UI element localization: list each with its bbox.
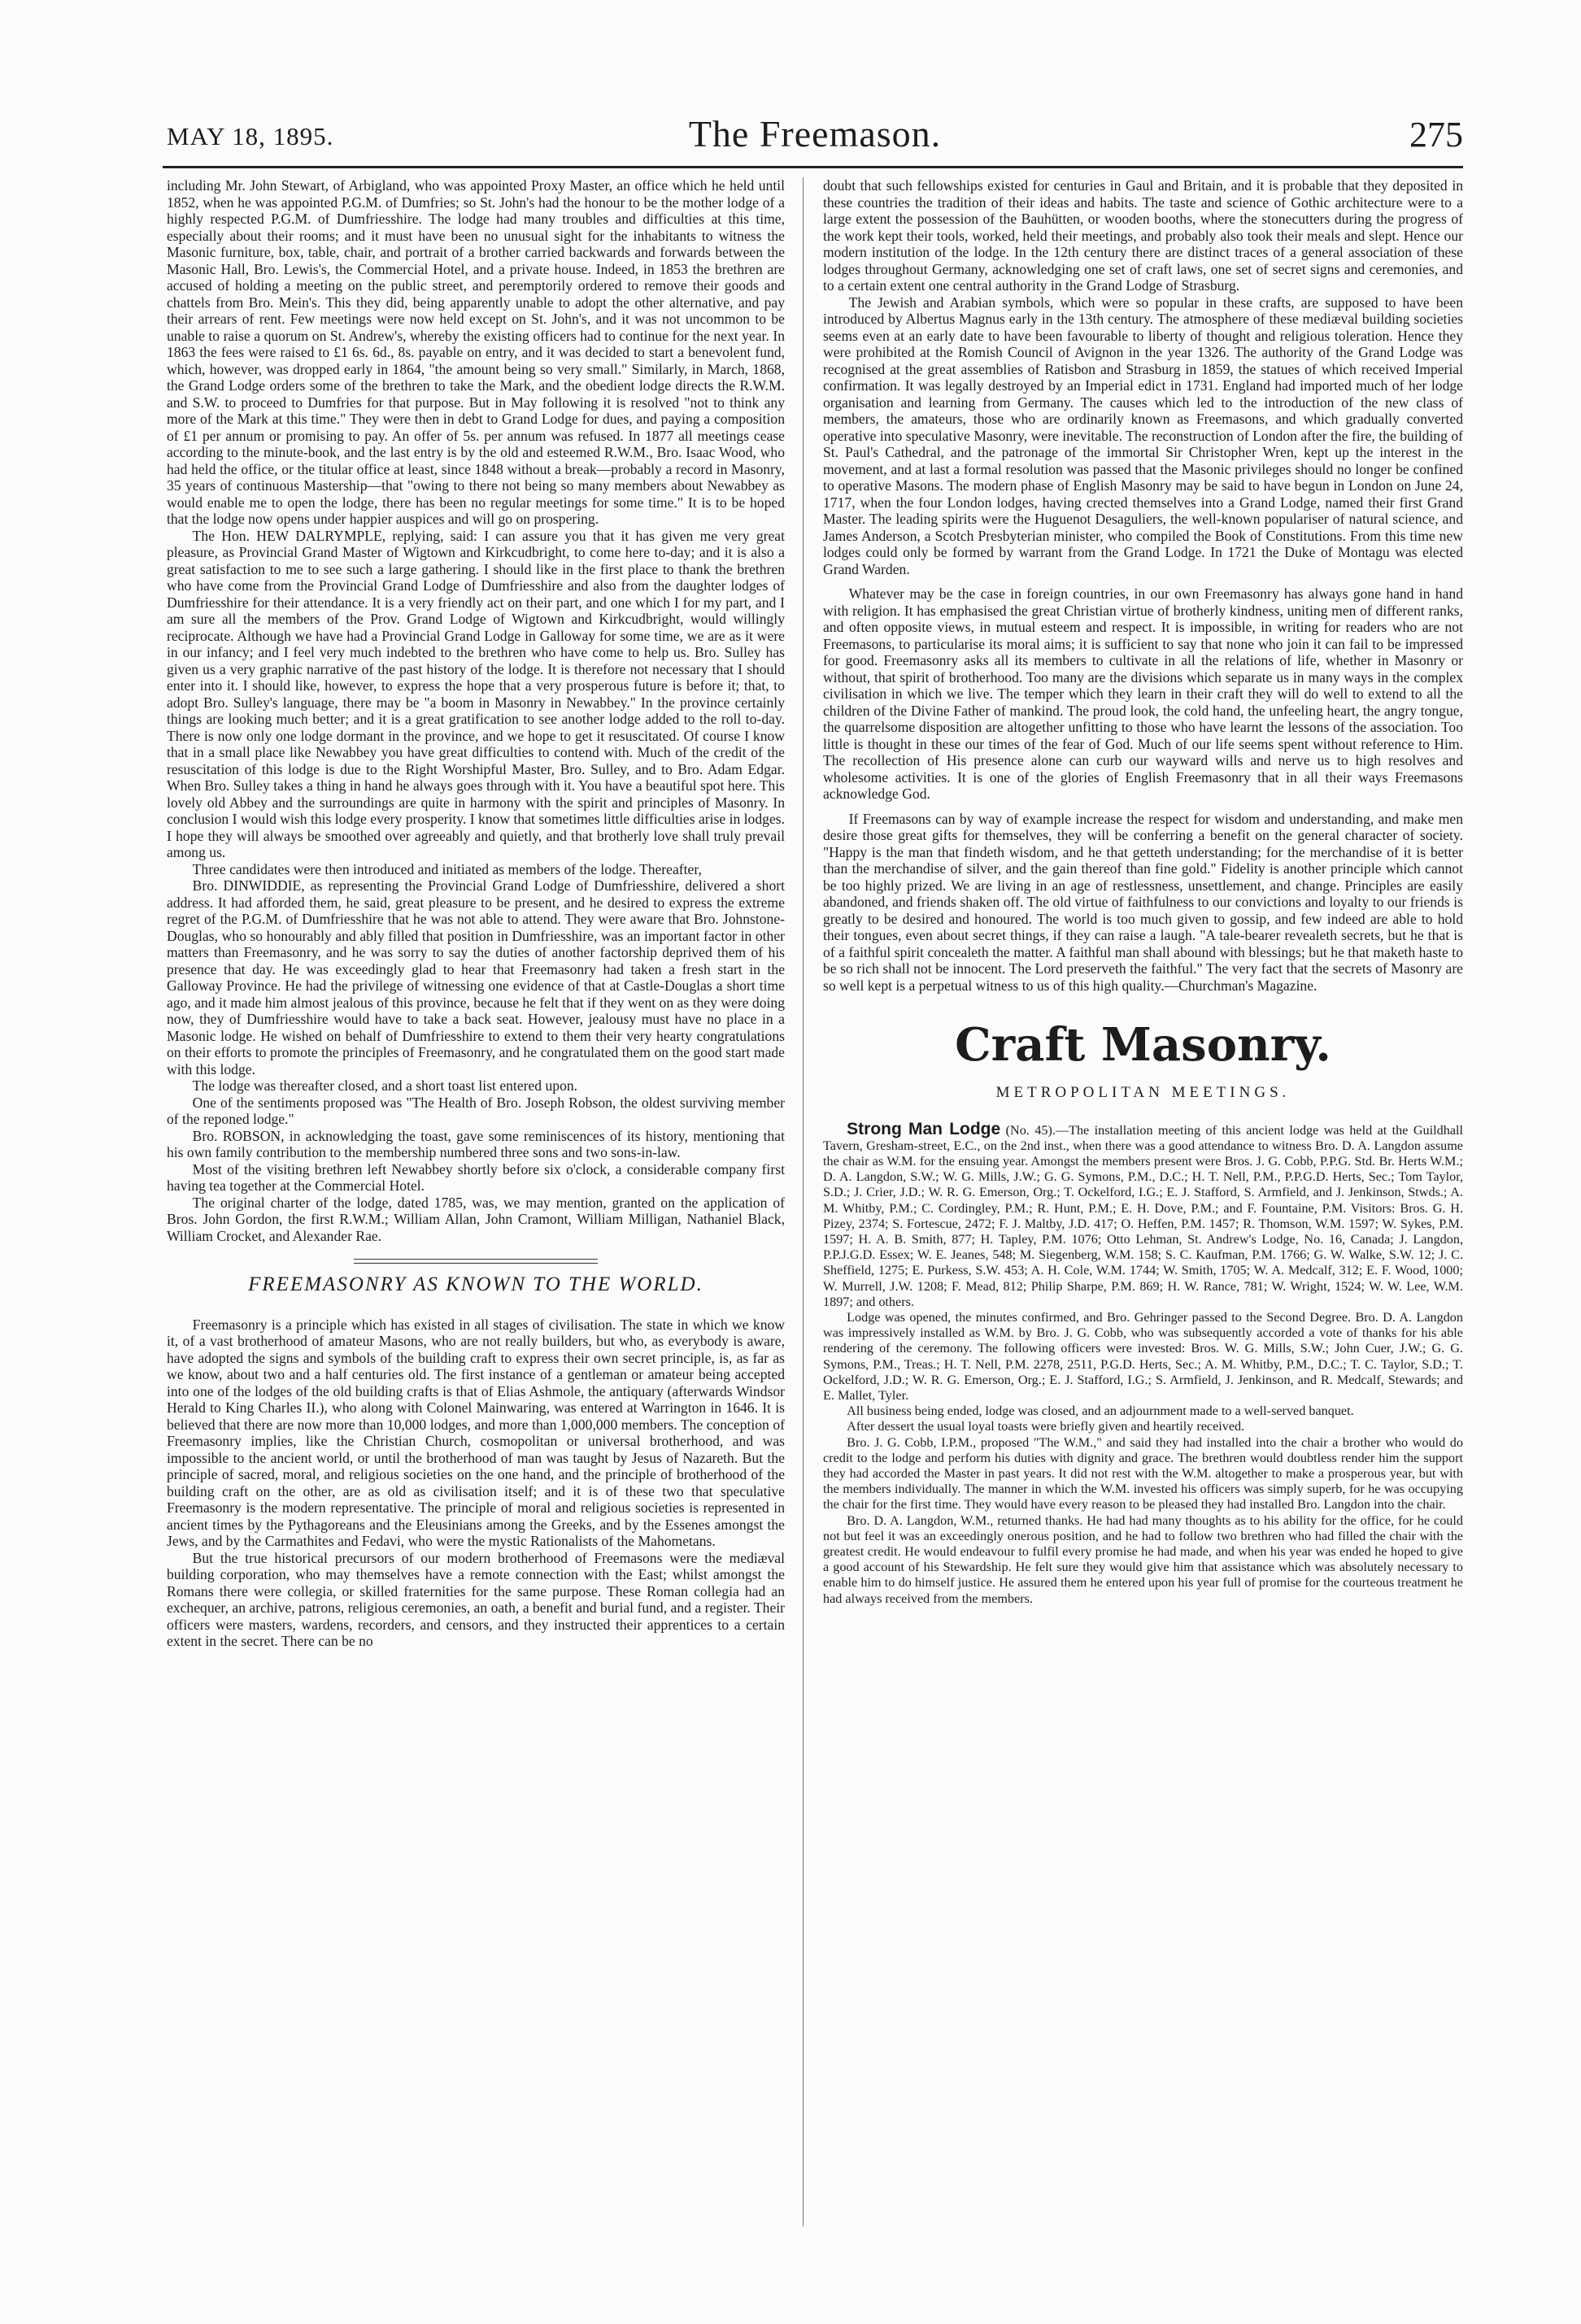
- paragraph: [823, 1121, 1463, 1310]
- paragraph: Three candidates were then introduced and initiated as members of the lodge. Thereafter,: [192, 860, 702, 877]
- issue-date: MAY 18, 1895.: [167, 122, 334, 150]
- section-heading: Craft Masonry.: [955, 1018, 1331, 1072]
- paragraph: including Mr. John Stewart, of Arbigland, who was appointed Proxy Master, an office which he held until 1852, when he was appointed P.G.M. of Dumfries; so St. John's had the honour to be the mother lodge of a highly respected P.G.M. of Dumfriesshire. The lodge had many troubles and difficulties at this time, especially about their rooms; and it must have been no unusual sight for the inhabitants to witness the Masonic furniture, box, table, chair, and portrait of a brother carried backwards and forwards between the Masonic Hall, Bro. Lewis's, the Commercial Hotel, and a private house. Indeed, in 1853 the brethren are accused of holding a meeting on the public street, and peremptorily ordered to remove their goods and chattels from Bro. Mein's. This they did, being apparently unable to adopt the other alternative, and pay their arrears of rent. Few meetings were now held except on St. John's, and it was not uncommon to be unable to raise a quorum on St. Andrew's, whereby the existing officers had to continue for the next year. In 1863 the fees were raised to £1 6s. 6d., 8s. payable on entry, and it was decided to start a benevolent fund, which, however, was dropped early in 1864, "the amount being so very small." Similarly, in March, 1868, the Grand Lodge orders some of the brethren to take the Mark, and the obedient lodge directs the R.W.M. and S.W. to proceed to Dumfries for that purpose. But in May following it is resolved "not to think any more of the Mark at this time." They were then in debt to Grand Lodge for dues, and paying a composition of £1 per annum or promising to pay. An offer of 5s. per annum was refused. In 1877 all meetings cease according to the minute-book, and the last entry is by the old and esteemed R.W.M., Bro. Isaac Wood, who had held the office, or the titular office at least, since 1848 without a break—probably a record in Masonry, 35 years of continuous Mastership—that "owing to there not being so many members about Newabbey as would enable me to open the lodge, there has been no regular meetings for some time." It is to be hoped that the lodge now opens under happier auspices and will go on prospering.: [167, 177, 785, 527]
- paragraph: All business being ended, lodge was closed, and an adjournment made to a well-served banquet.: [847, 1404, 1354, 1419]
- paragraph: Bro. ROBSON, in acknowledging the toast, gave some reminiscences of its history, mentioning that his own family contribution to the membership numbered three sons and two sons-in-law.: [167, 1127, 785, 1160]
- paragraph: doubt that such fellowships existed for centuries in Gaul and Britain, and it is probable that they deposited in these countries the tradition of their ideas and habits. The taste and science of Gothic architecture were to a large extent the possession of the Bauhütten, or wooden booths, where the stonecutters during the progress of the work kept their tools, worked, held their meetings, and probably also took their meals and slept. Hence our modern institution of the lodge. In the 12th century there are distinct traces of a general association of these lodges throughout Germany, acknowledging one set of craft laws, one set of secret signs and ceremonies, and to a certain extent one central authority in the Grand Lodge of Strasburg.: [823, 177, 1463, 294]
- paragraph: The Jewish and Arabian symbols, which were so popular in these crafts, are supposed to have been introduced by Albertus Magnus early in the 13th century. The atmosphere of these mediæval building societies seems even at an early date to have been favourable to liberty of thought and religious toleration. Hence they were prohibited at the Romish Council of Avignon in the year 1326. The authority of the Grand Lodge was recognised at the great assemblies of Ratisbon and Strasburg in 1859, the statues of which received Imperial confirmation. It was legally destroyed by an Imperial edict in 1731. England had imported much of her lodge organisation and learning from Germany. The causes which led to the introduction of the new class of members, the amateurs, those who are ordinarily known as Freemasons, and which gradually converted operative into speculative Masonry, were inevitable. The reconstruction of London after the fire, the building of St. Paul's Cathedral, and the patronage of the immortal Sir Christopher Wren, kept up the interest in the movement, and at last a formal resolution was passed that the Masonic privileges should no longer be confined to operative Masons. The modern phase of English Masonry may be said to have begun in London on June 24, 1717, when the four London lodges, having crected themselves into a Grand Lodge, named their first Grand Master. The leading spirits were the Huguenot Desaguliers, the well-known populariser of natural science, and James Anderson, a Scotch Presbyterian minister, who compiled the Book of Constitutions. From this time new lodges could only be formed by warrant from the Grand Lodge. In 1721 the Duke of Montagu was elected Grand Warden.: [823, 294, 1463, 577]
- article-title: FREEMASONRY AS KNOWN TO THE WORLD.: [248, 1273, 703, 1295]
- paragraph: The original charter of the lodge, dated 1785, was, we may mention, granted on the application of Bros. John Gordon, the first R.W.M.; William Allan, John Cramont, William Milligan, Nathaniel Black, William Crocket, and Alexander Rae.: [167, 1194, 785, 1244]
- paragraph: But the true historical precursors of our modern brotherhood of Freemasons were the mediæval building corporation, who may themselves have a remote connection with the East; whilst amongst the Romans there were collegia, or skilled fraternities for the same purpose. These Roman collegia had an exchequer, an archive, patrons, religious ceremonies, an oath, a benefit and burial fund, and a register. Their officers were masters, wardens, recorders, and censors, and they instructed their apprentices to a certain extent in the secret. There can be no: [167, 1549, 785, 1649]
- paragraph: Bro. D. A. Langdon, W.M., returned thanks. He had had many thoughts as to his ability for the office, for he could not but feel it was an exceedingly onerous position, and he had to follow two brethren who had filled the chair with the greatest credit. He would endeavour to fulfil every promise he had made, and when his year was ended he hoped to give a good account of his Stewardship. He felt sure they would give him that assistance which was absolutely necessary to enable him to do himself justice. He assured them he entered upon his year full of promise for the courteous treatment he had always received from the members.: [823, 1512, 1463, 1606]
- paragraph: The lodge was thereafter closed, and a short toast list entered upon.: [192, 1077, 578, 1094]
- lodge-name: Strong Man Lodge: [847, 1119, 1001, 1138]
- masthead-title: The Freemason.: [688, 113, 942, 154]
- paragraph: The Hon. HEW DALRYMPLE, replying, said: I can assure you that it has given me very great pleasure, as Provincial Grand Master of Wigtown and Kirkcudbright, to come here to-day; and it is also a great satisfaction to me to see such a large gathering. I should like in the first place to thank the brethren who have come from the Provincial Grand Lodge of Dumfriesshire and also from the daughter lodges of Dumfriesshire for their attendance. It is a very friendly act on their part, and one which I for my part, and I am sure all the members of the Prov. Grand Lodge of Wigtown and Kirkcudbright, would willingly reciprocate. Although we have had a Provincial Grand Lodge in Galloway for some time, we are as it were in our infancy; and I feel very much indebted to the brethren who have come to help us. Bro. Sulley has given us a very graphic narrative of the past history of the lodge. It is therefore not necessary that I should enter into it. I should like, however, to express the hope that a very prosperous future is before it; that, to adopt Bro. Sulley's language, there may be "a boom in Masonry in Newabbey." In the province certainly things are looking much better; and it is a great gratification to see another lodge added to the roll to-day. There is now only one lodge dormant in the province, and we hope to get it resuscitated. Of course I know that in a small place like Newabbey you have great difficulties to contend with. Much of the credit of the resuscitation of this lodge is due to the Right Worshipful Master, Bro. Sulley, and to Bro. Adam Edgar. When Bro. Sulley takes a thing in hand he always goes through with it. You have a beautiful spot here. This lovely old Abbey and the surroundings are quite in harmony with the spirit and principles of Masonry. In conclusion I would wish this lodge every prosperity. I know that sometimes little difficulties arise in lodges. I hope they will always be smoothed over agreeably and quietly, and that brotherly love shall truly prevail among us.: [167, 527, 785, 860]
- paragraph: Freemasonry is a principle which has existed in all stages of civilisation. The state in which we know it, of a vast brotherhood of amateur Masons, who are not really builders, but who, as everybody is aware, have adopted the signs and symbols of the building craft to express their own secret principle, is, as far as we know, about two and a half centuries old. The first instance of a gentleman or amateur being accepted into one of the lodges of the old building crafts is that of Elias Ashmole, the antiquary (afterwards Windsor Herald to King Charles II.), who along with Colonel Mainwaring, was entered at Warrington in 1646. It is believed that there are now more than 10,000 lodges, and more than 1,000,000 members. The conception of Freemasonry implies, like the Christian Church, cosmopolitan or universal brotherhood, and was impossible to the ancient world, or until the brotherhood of man was taught by Jesus of Nazareth. But the principle of sacred, moral, and religious societies on the one hand, and the principle of brotherhood of the building craft on the other, are as old as civilisation itself; and it is of these two that speculative Freemasonry is the modern representative. The principle of moral and religious societies is represented in ancient times by the Pythagoreans and the Eleusinians among the Greeks, and by the Essenes amongst the Jews, and by the Carmathites and Fedavi, who were the mystic Rationalists of the Mahometans.: [167, 1316, 785, 1549]
- paragraph: Bro. J. G. Cobb, I.P.M., proposed "The W.M.," and said they had installed into the chair a brother who would do credit to the lodge and perform his duties with dignity and grace. The brethren would doubtless render him the support they had accorded the Master in past years. It did not rest with the W.M. altogether to make a prosperous year, but with the members individually. The manner in which the W.M. invested his officers was simply superb, for he was occupying the chair for the first time. They would have every reason to be pleased they had installed Bro. Langdon into the chair.: [823, 1434, 1463, 1512]
- paragraph: Bro. DINWIDDIE, as representing the Provincial Grand Lodge of Dumfriesshire, delivered a short address. It had afforded them, he said, great pleasure to be present, and he desired to express the extreme regret of the P.G.M. of Dumfriesshire that he was not able to attend. They were aware that Bro. Johnstone-Douglas, who so honourably and ably filled that position in Dumfriesshire, was an important factor in other matters than Freemasonry, and he was sorry to say the duties of another factorship deprived them of his presence that day. He was exceedingly glad to hear that Freemasonry had taken a fresh start in the Galloway Province. He had the privilege of witnessing one evidence of that at Castle-Douglas a short time ago, and it made him almost jealous of this province, because he felt that if they went on as they were doing now, they of Dumfriesshire would have to take a back seat. However, jealousy must have no place in a Masonic lodge. He wished on behalf of Dumfriesshire to extend to them their very hearty congratulations on their efforts to promote the principles of Freemasonry, and he congratulated them on the good start made with this lodge.: [167, 877, 785, 1077]
- right-column: [823, 177, 1463, 1607]
- header-rule: [163, 166, 1463, 168]
- paragraph: Whatever may be the case in foreign countries, in our own Freemasonry has always gone hand in hand with religion. It has emphasised the great Christian virtue of brotherly kindness, uniting men of different ranks, and often opposite views, in mutual esteem and respect. It is impossible, in writing for readers who are not Freemasons, to particularise its moral aims; it is sufficient to say that none who join it can fail to be impressed for good. Freemasonry asks all its members to cultivate in all the relations of life, whether in Masonry or without, that spirit of brotherhood. Too many are the divisions which separate us in many ways in the complex civilisation in which we live. The temper which they learn in their craft they will do well to extend to all the children of the Divine Father of mankind. The proud look, the cold hand, the unfeeling heart, the angry tongue, the quarrelsome disposition are altogether unfitting to those who have learnt the lessons of the association. Too little is thought in these our times of the fear of God. Much of our life seems spent without reference to Him. The recollection of His presence alone can curb our wayward wills and nerve us to high resolves and wholesome activities. It is one of the glories of English Freemasonry that in all their ways Freemasons acknowledge God.: [823, 585, 1463, 802]
- section-divider: [354, 1259, 598, 1264]
- lodge-report: (No. 45).—The installation meeting of this ancient lodge was held at the Guildhall Tavern, Gresham-street, E.C., on the 2nd inst., when there was a good attendance to witness Bro. D. A. Langdon assume the chair as W.M. for the ensuing year. Amongst the members present were Bros. J. G. Cobb, P.P.G. Std. Br. Herts W.M.; D. A. Langdon, S.W.; W. G. Mills, J.W.; G. G. Symons, P.M., D.C.; H. T. Nell, P.M., P.P.G.D. Herts, Sec.; Tom Taylor, S.D.; J. Crier, J.D.; W. R. G. Emerson, Org.; T. Ockelford, I.G.; E. J. Stafford, S. Armfield, and J. Jenkinson, Stwds.; A. M. Whitby, P.M.; C. Cordingley, P.M.; R. Hunt, P.M.; E. H. Dove, P.M.; and F. Fountaine, P.M. Visitors: Bros. G. H. Pizey, 2374; S. Fortescue, 2472; F. J. Maltby, J.D. 417; O. Heffen, P.M. 1457; R. Thomson, W.M. 1597; W. Sykes, P.M. 1597; H. A. B. Smith, 877; H. Tapley, P.M. 1076; Otto Lehman, St. Andrew's Lodge, No. 16, Canada; J. Langdon, P.P.J.G.D. Essex; W. E. Jeanes, 548; M. Siegenberg, W.M. 158; S. C. Kaufman, P.M. 1766; G. W. Walke, S.W. 12; J. C. Sheffield, 1275; E. Purkess, S.W. 453; A. H. Cole, W.M. 1744; W. Smith, 1705; W. A. Medcalf, 312; E. F. Wood, 1000; W. Murrell, J.W. 1208; F. Mead, 812; Philip Sharpe, P.M. 869; H. W. Rance, 781; W. Wright, 1524; W. W. Lee, W.M. 1897; and others.: [823, 1122, 1464, 1309]
- paragraph: Most of the visiting brethren left Newabbey shortly before six o'clock, a considerable company first having tea together at the Commercial Hotel.: [167, 1160, 785, 1194]
- column-divider: [803, 177, 804, 2226]
- paragraph: If Freemasons can by way of example increase the respect for wisdom and understanding, and make men desire those great gifts for themselves, they will be conferring a benefit on the general character of society. "Happy is the man that findeth wisdom, and he that getteth understanding; for the merchandise of it is better than the merchandise of silver, and the gain thereof than fine gold." Fidelity is another principle which cannot be too highly prized. We are living in an age of restlessness, unsettlement, and change. Principles are easily abandoned, and friends shaken off. The old virtue of faithfulness to our convictions and loyalty to our friends is greatly to be desired and honoured. The world is too much given to gossip, and few indeed are able to hold their tongues, even about secret things, if they can raise a laugh. "A tale-bearer revealeth secrets, but he that is of a faithful spirit concealeth the matter. A faithful man shall abound with blessings; but he that maketh haste to be so rich shall not be innocent. The Lord preserveth the faithful." The very fact that the secrets of Masonry are so well kept is a perpetual witness to us of this high quality.—Churchman's Magazine.: [823, 810, 1463, 994]
- paragraph: One of the sentiments proposed was "The Health of Bro. Joseph Robson, the oldest surviving member of the reponed lodge.": [167, 1094, 785, 1127]
- section-subheading: METROPOLITAN MEETINGS.: [995, 1084, 1291, 1101]
- left-column: [167, 177, 785, 1650]
- paragraph: After dessert the usual loyal toasts were briefly given and heartily received.: [847, 1419, 1245, 1434]
- paragraph: Lodge was opened, the minutes confirmed, and Bro. Gehringer passed to the Second Degree. Bro. D. A. Langdon was impressively installed as W.M. by Bro. J. G. Cobb, who was subsequently accorded a vote of thanks for his able rendering of the ceremony. The following officers were invested: Bros. W. G. Mills, S.W.; John Cuer, J.W.; G. G. Symons, P.M., Treas.; H. T. Nell, P.M. 2278, 2511, P.G.D. Herts, Sec.; A. M. Whitby, P.M., D.C.; T. C. Taylor, S.D.; T. Ockelford, J.D.; W. R. G. Emerson, Org.; E. J. Stafford, I.G.; S. Armfield, J. Jenkinson, and R. Medcalf, Stewards; and E. Mallet, Tyler.: [823, 1309, 1463, 1403]
- page-header: [167, 112, 1463, 161]
- page-number: 275: [1409, 115, 1463, 154]
